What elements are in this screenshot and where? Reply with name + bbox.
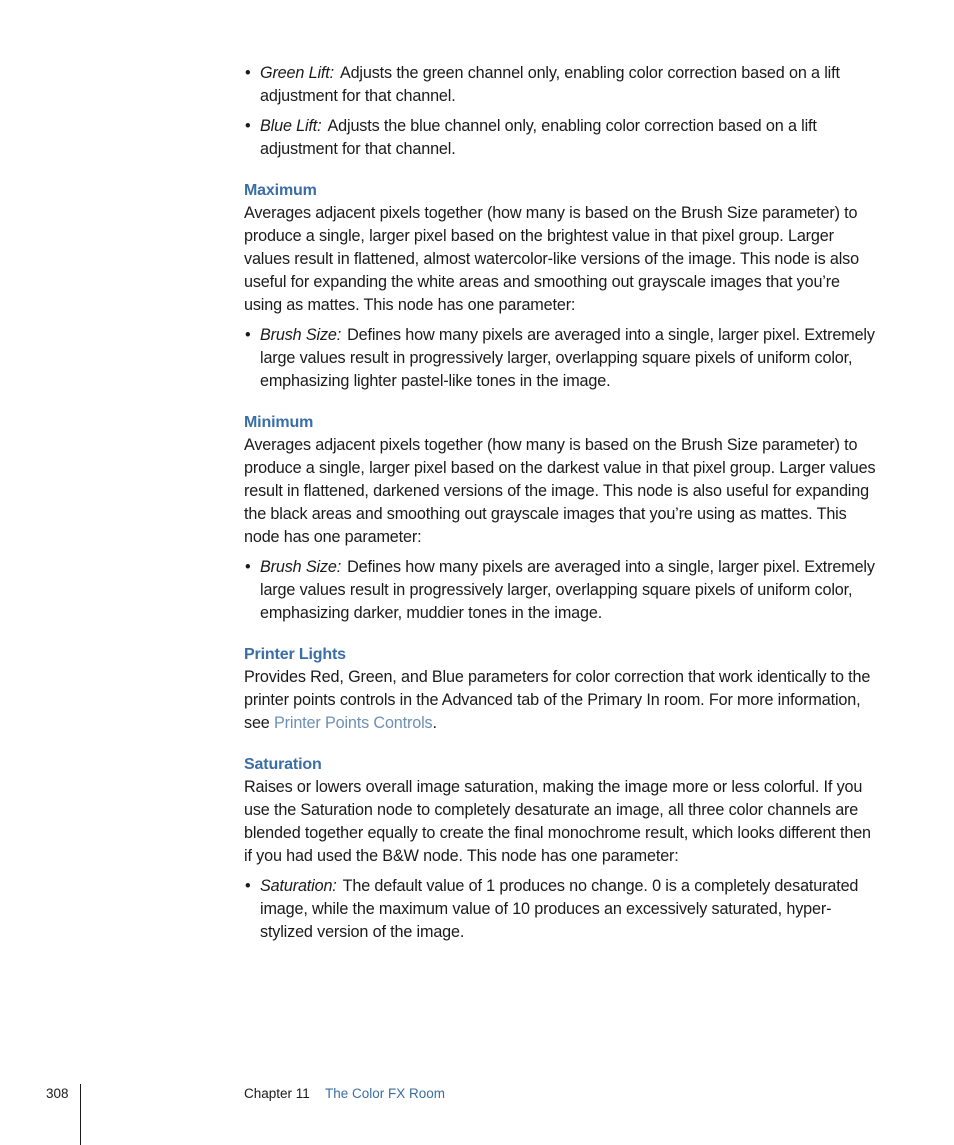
bullet-dot: • <box>245 877 251 895</box>
printer-points-controls-link[interactable]: Printer Points Controls <box>274 714 433 732</box>
paragraph-saturation: Raises or lowers overall image saturation, making the image more or less colorful. If you use the Saturation node to completely desaturate an image, all three color channels are blended together equally to create the final monochrome result, which looks different then if you had used the B&W node. This node has one parameter: <box>244 778 871 865</box>
bullet-text: Adjusts the green channel only, enabling color correction based on a lift adjustment for that channel. <box>260 64 840 105</box>
bullet-text: Adjusts the blue channel only, enabling color correction based on a lift adjustment for that channel. <box>260 117 817 158</box>
paragraph-maximum: Averages adjacent pixels together (how many is based on the Brush Size parameter) to produce a single, larger pixel based on the brightest value in that pixel group. Larger values result in flattened, almost watercolor-like versions of the image. This node is also useful for expanding the white areas and smoothing out grayscale images that you’re using as mattes. This node has one parameter: <box>244 204 859 314</box>
page-number: 308 <box>46 1086 69 1101</box>
bullet-text: The default value of 1 produces no change. 0 is a completely desaturated image, while the maximum value of 10 produces an excessively saturated, hyper-stylized version of the image. <box>260 877 859 941</box>
bullet-dot: • <box>245 326 251 344</box>
bullet-term: Green Lift: <box>260 64 334 82</box>
heading-saturation: Saturation <box>244 756 322 773</box>
bullet-dot: • <box>245 558 251 576</box>
bullet-blue-lift <box>244 115 878 161</box>
bullet-dot: • <box>245 117 251 135</box>
printer-lights-text: Provides Red, Green, and Blue parameters for color correction that work identically to the printer points controls in the Advanced tab of the Primary In room. For more information, see <box>244 668 871 732</box>
heading-printer-lights: Printer Lights <box>244 646 346 663</box>
bullet-maximum-brush-size <box>244 324 878 393</box>
bullet-saturation <box>244 875 878 944</box>
page-content <box>244 62 878 951</box>
heading-minimum: Minimum <box>244 414 314 431</box>
paragraph-printer-lights <box>244 666 878 735</box>
bullet-term: Brush Size: <box>260 558 342 576</box>
bullet-term: Blue Lift: <box>260 117 322 135</box>
bullet-green-lift <box>244 62 878 108</box>
bullet-term: Saturation: <box>260 877 337 895</box>
bullet-text: Defines how many pixels are averaged into a single, larger pixel. Extremely large values result in progressively larger, overlapping square pixels of uniform color, emphasizing darker, muddier tones in the image. <box>260 558 875 622</box>
printer-lights-text-end: . <box>432 714 437 732</box>
bullet-dot: • <box>245 64 251 82</box>
footer-chapter: Chapter 11 <box>244 1086 310 1101</box>
bullet-term: Brush Size: <box>260 326 342 344</box>
bullet-minimum-brush-size <box>244 556 878 625</box>
bullet-text: Defines how many pixels are averaged into a single, larger pixel. Extremely large values result in progressively larger, overlapping square pixels of uniform color, emphasizing lighter pastel-like tones in the image. <box>260 326 875 390</box>
footer-divider <box>80 1084 81 1145</box>
paragraph-minimum: Averages adjacent pixels together (how many is based on the Brush Size parameter) to produce a single, larger pixel based on the darkest value in that pixel group. Larger values result in flattened, darkened versions of the image. This node is also useful for expanding the black areas and smoothing out grayscale images that you’re using as mattes. This node has one parameter: <box>244 436 876 546</box>
footer-chapter-title[interactable]: The Color FX Room <box>325 1086 446 1101</box>
heading-maximum: Maximum <box>244 182 317 199</box>
